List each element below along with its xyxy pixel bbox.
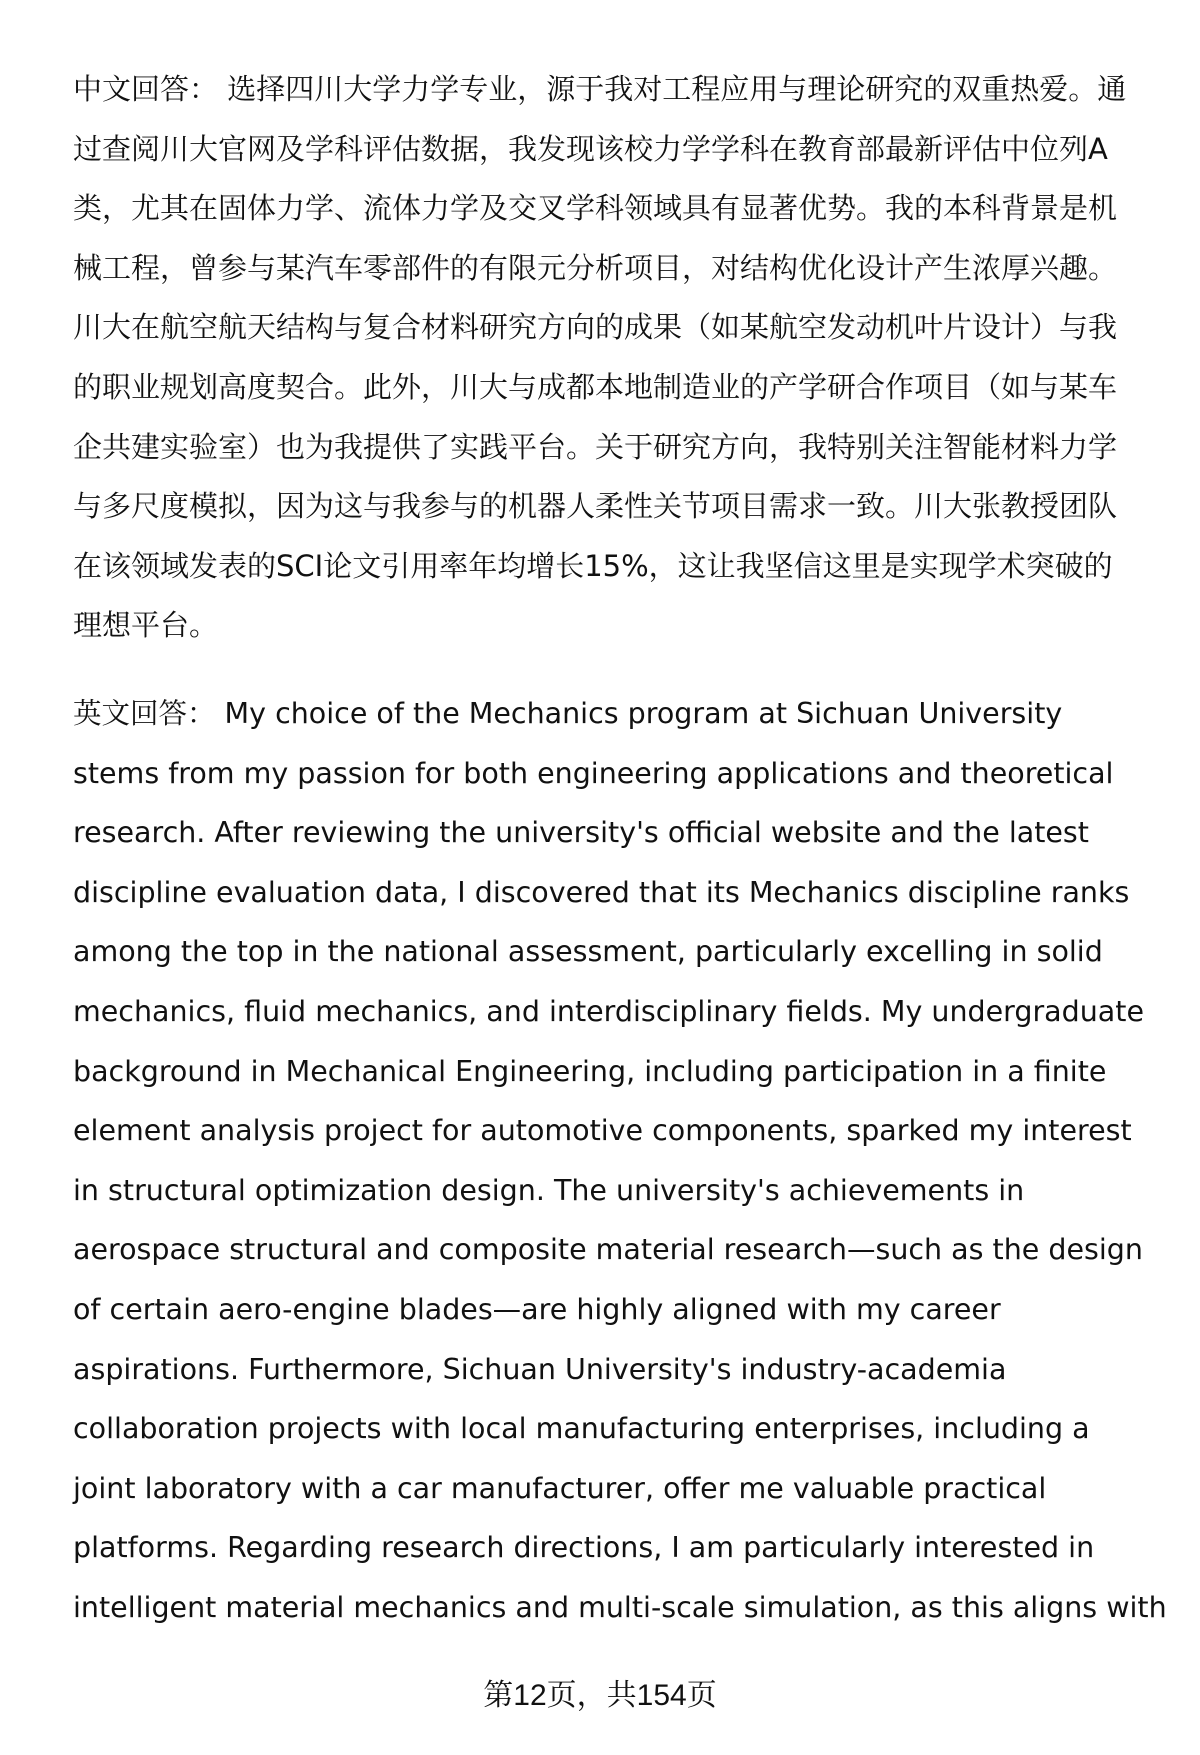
english-answer-paragraph	[73, 684, 1167, 1638]
text-line: collaboration projects with local manufacturing enterprises, including a	[73, 1412, 1090, 1446]
text-line: 与多尺度模拟，因为这与我参与的机器人柔性关节项目需求一致。川大张教授团队	[73, 489, 1118, 524]
text-line: discipline evaluation data, I discovered that its Mechanics discipline ranks	[73, 875, 1130, 909]
text-line: of certain aero-engine blades—are highly aligned with my career	[73, 1292, 1001, 1326]
text-line: intelligent material mechanics and multi-scale simulation, as this aligns with	[73, 1590, 1167, 1624]
text-line: 在该领域发表的SCI论文引用率年均增长15%，这让我坚信这里是实现学术突破的	[73, 548, 1113, 583]
text-line: 中文回答： 选择四川大学力学专业，源于我对工程应用与理论研究的双重热爱。通	[73, 72, 1127, 106]
text-line: research. After reviewing the university's official website and the latest	[73, 816, 1089, 850]
text-line: aspirations. Furthermore, Sichuan University's industry-academia	[73, 1352, 1007, 1386]
text-line: element analysis project for automotive components, sparked my interest	[73, 1114, 1132, 1148]
text-line: platforms. Regarding research directions, I am particularly interested in	[73, 1531, 1095, 1565]
text-line: in structural optimization design. The university's achievements in	[73, 1173, 1025, 1207]
page-number-footer: 第12页，共154页	[483, 1679, 717, 1712]
text-line: mechanics, fluid mechanics, and interdisciplinary fields. My undergraduate	[73, 994, 1144, 1028]
chinese-answer-paragraph	[73, 60, 1163, 656]
text-line: aerospace structural and composite material research—such as the design	[73, 1233, 1143, 1267]
text-line: joint laboratory with a car manufacturer, offer me valuable practical	[73, 1471, 1047, 1505]
text-line: 川大在航空航天结构与复合材料研究方向的成果（如某航空发动机叶片设计）与我	[73, 310, 1118, 345]
text-line: stems from my passion for both engineering applications and theoretical	[73, 756, 1114, 790]
text-line: 械工程，曾参与某汽车零部件的有限元分析项目，对结构优化设计产生浓厚兴趣。	[73, 250, 1118, 285]
text-line: 理想平台。	[73, 608, 219, 643]
text-line: 企共建实验室）也为我提供了实践平台。关于研究方向，我特别关注智能材料力学	[73, 429, 1118, 464]
text-line: background in Mechanical Engineering, including participation in a finite	[73, 1054, 1107, 1088]
text-line: 英文回答： My choice of the Mechanics program at Sichuan University	[73, 697, 1063, 730]
text-line: 类，尤其在固体力学、流体力学及交叉学科领域具有显著优势。我的本科背景是机	[73, 191, 1118, 226]
text-line: 的职业规划高度契合。此外，川大与成都本地制造业的产学研合作项目（如与某车	[73, 369, 1118, 404]
text-line: among the top in the national assessment, particularly excelling in solid	[73, 935, 1103, 969]
text-line: 过查阅川大官网及学科评估数据，我发现该校力学学科在教育部最新评估中位列A	[73, 131, 1108, 166]
